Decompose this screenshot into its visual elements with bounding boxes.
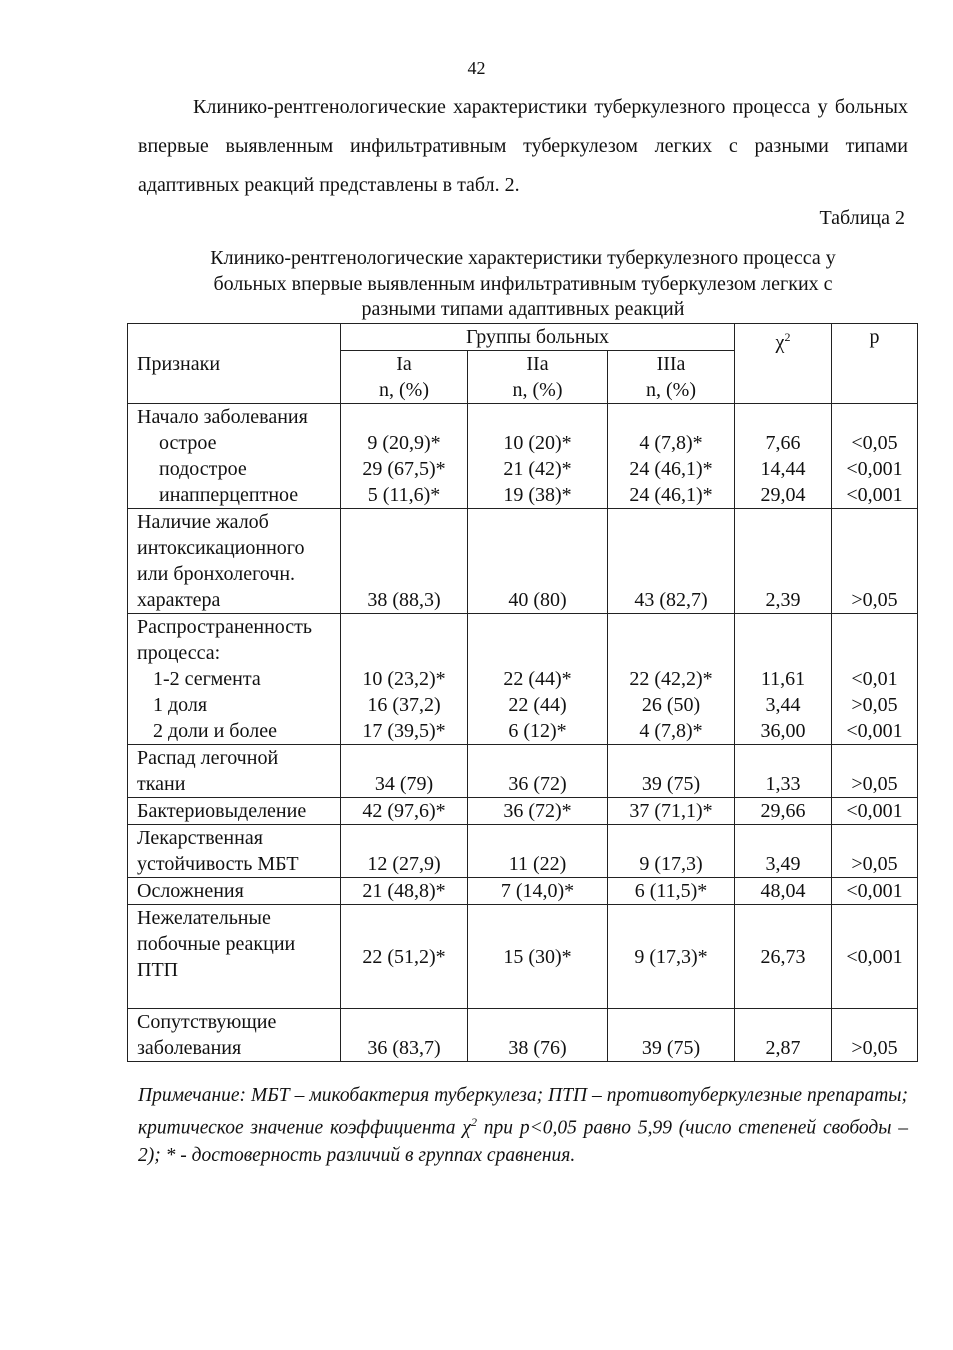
header-row	[128, 324, 918, 351]
cell-chi: 1,33	[735, 745, 832, 798]
cell-ia: 36 (83,7)	[341, 1009, 468, 1062]
cell-ia: 12 (27,9)	[341, 825, 468, 878]
cell-iiia: 9 (17,3)	[608, 825, 735, 878]
row-label: Осложнения	[128, 878, 341, 905]
cell-ia: 38 (88,3)	[341, 509, 468, 614]
row-label: Начало заболевания острое подострое инапперцептное	[128, 404, 341, 509]
cell-iia: 11 (22)	[468, 825, 608, 878]
header-p: p	[832, 324, 918, 404]
cell-chi: 3,49	[735, 825, 832, 878]
cell-chi: 2,39	[735, 509, 832, 614]
cell-p: >0,05	[832, 825, 918, 878]
cell-p: >0,05	[832, 745, 918, 798]
header-chi-square	[735, 324, 832, 404]
table-note	[138, 1082, 908, 1169]
cell-iiia: 22 (42,2)* 26 (50) 4 (7,8)*	[608, 614, 735, 745]
cell-p: >0,05	[832, 509, 918, 614]
table-row	[128, 509, 918, 614]
table-label: Таблица 2	[819, 207, 905, 229]
cell-iia: 7 (14,0)*	[468, 878, 608, 905]
table-row	[128, 404, 918, 509]
row-label: Бактериовыделение	[128, 798, 341, 825]
table-row	[128, 745, 918, 798]
cell-ia: 42 (97,6)*	[341, 798, 468, 825]
table-caption	[128, 246, 918, 323]
table-row	[128, 798, 918, 825]
cell-iia: 38 (76)	[468, 1009, 608, 1062]
header-col-ia: Ia n, (%)	[341, 351, 468, 404]
cell-iiia: 37 (71,1)*	[608, 798, 735, 825]
cell-iiia: 9 (17,3)*	[608, 905, 735, 1009]
page-number: 42	[467, 58, 486, 78]
note-text: Примечание: МБТ – микобактерия туберкулеза; ПТП – противотуберкулезные препараты; критическое значение коэффициента	[138, 1085, 908, 1139]
cell-chi: 48,04	[735, 878, 832, 905]
row-label: Сопутствующие заболевания	[128, 1009, 341, 1062]
caption-line: разными типами адаптивных реакций	[361, 298, 685, 320]
caption-line: больных впервые выявленным инфильтративным туберкулезом легких с	[213, 272, 833, 295]
cell-iia: 40 (80)	[468, 509, 608, 614]
cell-chi: 11,61 3,44 36,00	[735, 614, 832, 745]
header-col-iiia: IIIa n, (%)	[608, 351, 735, 404]
cell-iia: 36 (72)*	[468, 798, 608, 825]
table-row	[128, 825, 918, 878]
cell-p: <0,05 <0,001 <0,001	[832, 404, 918, 509]
cell-chi: 2,87	[735, 1009, 832, 1062]
row-label: Распространенность процесса: 1-2 сегмента 1 доля 2 доли и более	[128, 614, 341, 745]
cell-iiia: 4 (7,8)* 24 (46,1)* 24 (46,1)*	[608, 404, 735, 509]
cell-chi: 29,66	[735, 798, 832, 825]
chi-symbol: χ	[775, 331, 785, 354]
header-col-iia: IIa n, (%)	[468, 351, 608, 404]
cell-chi: 7,66 14,44 29,04	[735, 404, 832, 509]
cell-ia: 9 (20,9)* 29 (67,5)* 5 (11,6)*	[341, 404, 468, 509]
cell-ia: 10 (23,2)* 16 (37,2) 17 (39,5)*	[341, 614, 468, 745]
table-row	[128, 1009, 918, 1062]
cell-iia: 15 (30)*	[468, 905, 608, 1009]
table-row	[128, 905, 918, 1009]
cell-p: <0,001	[832, 905, 918, 1009]
note-chi-exponent: 2	[470, 1115, 477, 1129]
table-row	[128, 614, 918, 745]
cell-ia: 34 (79)	[341, 745, 468, 798]
cell-p: <0,001	[832, 798, 918, 825]
row-label: Нежелательные побочные реакции ПТП	[128, 905, 341, 1009]
cell-p: <0,001	[832, 878, 918, 905]
row-label: Лекарственная устойчивость МБТ	[128, 825, 341, 878]
cell-p: <0,01 >0,05 <0,001	[832, 614, 918, 745]
cell-iia: 10 (20)* 21 (42)* 19 (38)*	[468, 404, 608, 509]
header-features: Признаки	[128, 324, 341, 404]
cell-iia: 22 (44)* 22 (44) 6 (12)*	[468, 614, 608, 745]
row-label: Распад легочной ткани	[128, 745, 341, 798]
row-label: Наличие жалоб интоксикационного или бронхолегочн. характера	[128, 509, 341, 614]
note-text-end: при p<0,05 равно 5,99 (число степеней свободы – 2); * - достоверность различий в группах сравнения.	[138, 1117, 908, 1166]
note-chi-symbol: χ	[462, 1117, 471, 1139]
cell-iiia: 6 (11,5)*	[608, 878, 735, 905]
cell-p: >0,05	[832, 1009, 918, 1062]
cell-iia: 36 (72)	[468, 745, 608, 798]
cell-ia: 21 (48,8)*	[341, 878, 468, 905]
cell-iiia: 39 (75)	[608, 1009, 735, 1062]
results-table	[127, 323, 918, 1062]
cell-ia: 22 (51,2)*	[341, 905, 468, 1009]
intro-paragraph: Клинико-рентгенологические характеристики туберкулезного процесса у больных впервые выявленным инфильтративным туберкулезом легких с разными типами адаптивных реакций представлены в табл. 2.	[138, 96, 908, 196]
table-row	[128, 878, 918, 905]
chi-exponent: 2	[784, 330, 791, 344]
cell-iiia: 43 (82,7)	[608, 509, 735, 614]
header-groups: Группы больных	[341, 324, 735, 351]
cell-chi: 26,73	[735, 905, 832, 1009]
caption-line: Клинико-рентгенологические характеристики туберкулезного процесса у	[210, 247, 836, 269]
cell-iiia: 39 (75)	[608, 745, 735, 798]
